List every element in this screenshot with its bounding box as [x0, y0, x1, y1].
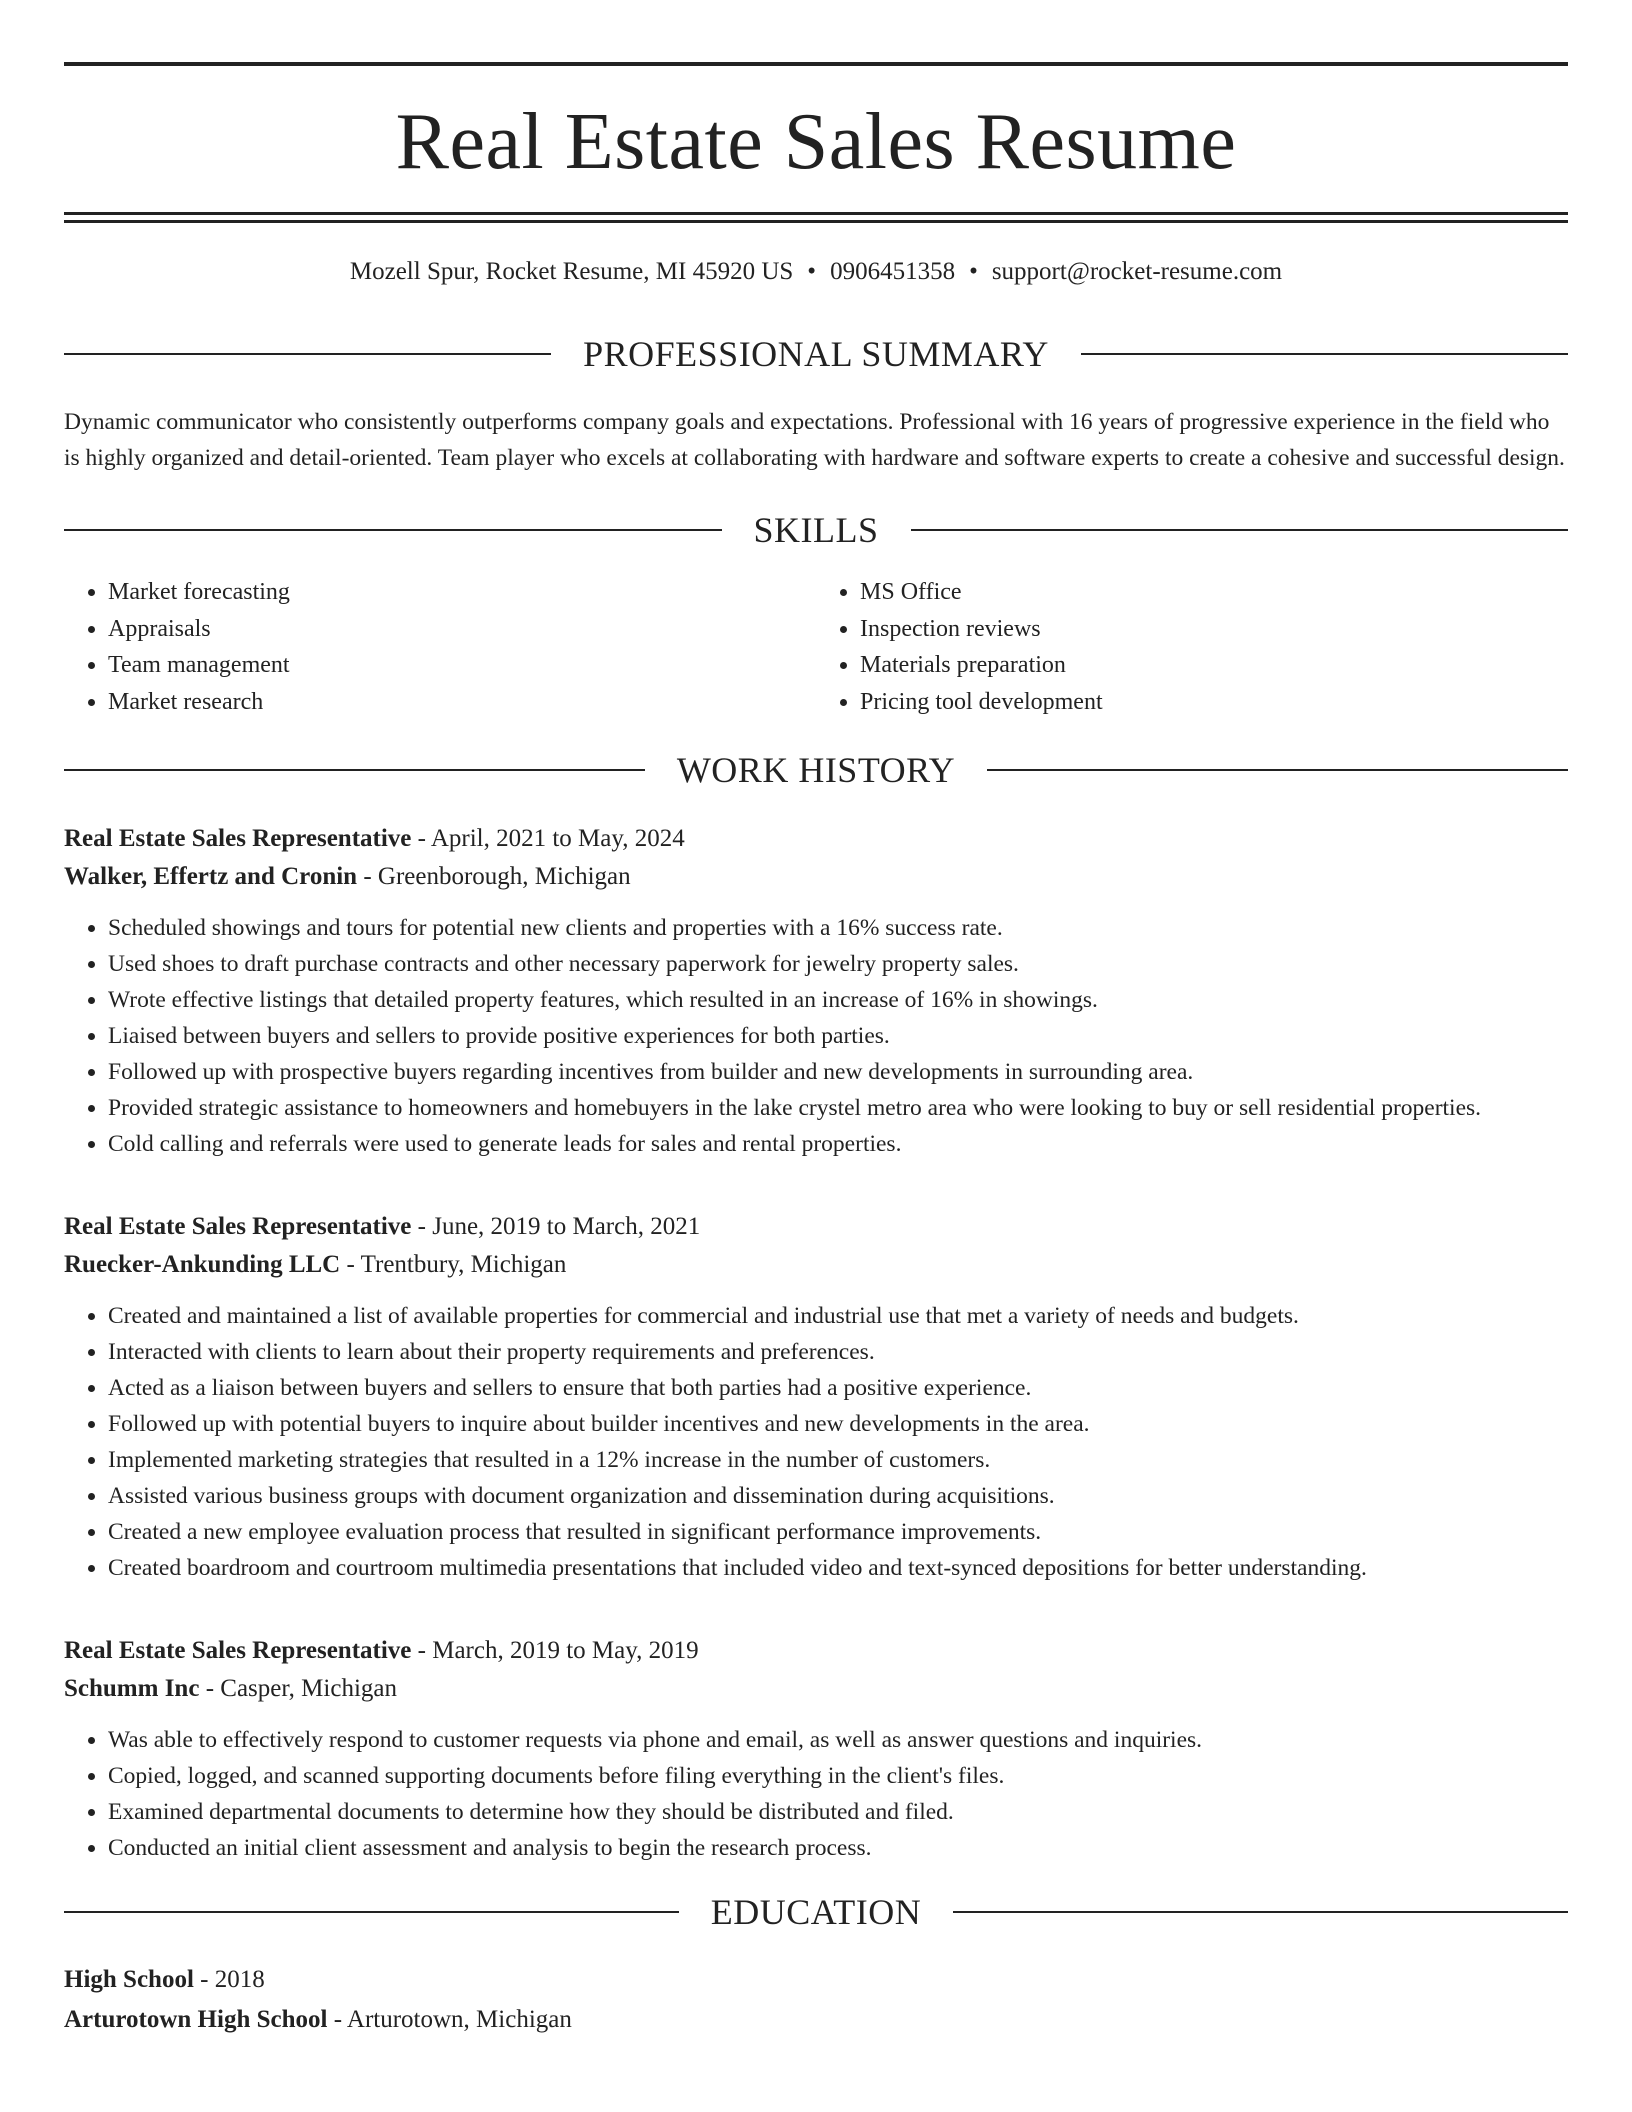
- education-year: - 2018: [193, 1966, 265, 1993]
- job-bullet: • Created a new employee evaluation process that resulted in significant performance improvements.: [108, 1514, 1568, 1550]
- job-dates: - April, 2021 to May, 2024: [411, 825, 685, 852]
- skill-item: • Market research: [108, 684, 816, 721]
- job-bullet: • Used shoes to draft purchase contracts and other necessary paperwork for jewelry property sales.: [108, 946, 1568, 982]
- job-bullet: • Created boardroom and courtroom multimedia presentations that included video and text-synced depositions for better understanding.: [108, 1550, 1568, 1586]
- heading-rule: [1081, 353, 1568, 355]
- job-bullet: • Implemented marketing strategies that resulted in a 12% increase in the number of customers.: [108, 1442, 1568, 1478]
- skill-item: • Inspection reviews: [860, 611, 1568, 648]
- job-bullet: • Followed up with potential buyers to inquire about builder incentives and new developments in the area.: [108, 1406, 1568, 1442]
- job-bullet: • Copied, logged, and scanned supporting documents before filing everything in the client's files.: [108, 1758, 1568, 1794]
- job-bullets: [64, 1298, 1568, 1586]
- job-entry: [64, 1632, 1568, 1866]
- skill-item: • Appraisals: [108, 611, 816, 648]
- resume-title: Real Estate Sales Resume: [395, 98, 1237, 186]
- heading-rule: [64, 529, 722, 531]
- job-bullet: • Acted as a liaison between buyers and sellers to ensure that both parties had a positive experience.: [108, 1370, 1568, 1406]
- job-company: Schumm Inc: [64, 1675, 200, 1702]
- education-school: Arturotown High School: [64, 2006, 328, 2033]
- skill-item: • MS Office: [860, 574, 1568, 611]
- title-double-rule: [64, 212, 1568, 223]
- contact-separator: •: [969, 258, 978, 285]
- section-heading-work-history: [64, 752, 1568, 788]
- job-company: Ruecker-Ankunding LLC: [64, 1251, 341, 1278]
- heading-rule: [64, 1911, 679, 1913]
- contact-email: support@rocket-resume.com: [991, 258, 1283, 285]
- heading-rule: [64, 353, 551, 355]
- contact-line: [64, 259, 1568, 284]
- section-heading-education: [64, 1894, 1568, 1930]
- job-bullet: • Followed up with prospective buyers regarding incentives from builder and new developments in surrounding area.: [108, 1054, 1568, 1090]
- heading-rule: [911, 529, 1569, 531]
- job-bullet: • Examined departmental documents to determine how they should be distributed and filed.: [108, 1794, 1568, 1830]
- section-heading-skills: [64, 512, 1568, 548]
- job-title: Real Estate Sales Representative: [64, 1637, 412, 1664]
- job-bullets: [64, 910, 1568, 1162]
- job-bullet: • Wrote effective listings that detailed property features, which resulted in an increase of 16% in showings.: [108, 982, 1568, 1018]
- job-bullet: • Conducted an initial client assessment and analysis to begin the research process.: [108, 1830, 1568, 1866]
- job-company-line: [64, 1246, 1568, 1284]
- section-title: PROFESSIONAL SUMMARY: [583, 334, 1049, 374]
- skills-column-left: [64, 574, 816, 720]
- job-bullet: • Liaised between buyers and sellers to provide positive experiences for both parties.: [108, 1018, 1568, 1054]
- education-degree-line: [64, 1960, 1568, 2000]
- job-company-line: [64, 858, 1568, 896]
- job-bullet: • Was able to effectively respond to customer requests via phone and email, as well as answer questions and inquiries.: [108, 1722, 1568, 1758]
- job-title-line: [64, 1208, 1568, 1246]
- education-entry: [64, 1960, 1568, 2040]
- summary-text: Dynamic communicator who consistently outperforms company goals and expectations. Professional with 16 years of progressive experience in the field who is highly organized and detail-oriented. Team player who excels at collaborating with hardware and software experts to create a cohesive and successful design.: [64, 409, 1565, 471]
- job-bullet: • Cold calling and referrals were used to generate leads for sales and rental properties.: [108, 1126, 1568, 1162]
- job-title: Real Estate Sales Representative: [64, 1213, 412, 1240]
- skills-list: [64, 574, 1568, 720]
- job-dates: - June, 2019 to March, 2021: [411, 1213, 701, 1240]
- job-location: - Trentbury, Michigan: [340, 1251, 567, 1278]
- job-dates: - March, 2019 to May, 2019: [411, 1637, 699, 1664]
- job-location: - Greenborough, Michigan: [357, 863, 631, 890]
- section-title: SKILLS: [753, 510, 879, 550]
- job-company: Walker, Effertz and Cronin: [64, 863, 358, 890]
- job-bullets: [64, 1722, 1568, 1866]
- job-title-line: [64, 1632, 1568, 1670]
- skills-column-right: [816, 574, 1568, 720]
- job-entry: [64, 1208, 1568, 1586]
- heading-rule: [953, 1911, 1568, 1913]
- heading-rule: [987, 769, 1568, 771]
- job-bullet: • Assisted various business groups with document organization and dissemination during acquisitions.: [108, 1478, 1568, 1514]
- heading-rule: [64, 769, 645, 771]
- education-location: - Arturotown, Michigan: [327, 2006, 572, 2033]
- skill-item: • Materials preparation: [860, 647, 1568, 684]
- job-title-line: [64, 820, 1568, 858]
- job-bullet: • Interacted with clients to learn about their property requirements and preferences.: [108, 1334, 1568, 1370]
- skill-item: • Pricing tool development: [860, 684, 1568, 721]
- contact-address: Mozell Spur, Rocket Resume, MI 45920 US: [349, 258, 794, 285]
- job-bullet: • Created and maintained a list of available properties for commercial and industrial use that met a variety of needs and budgets.: [108, 1298, 1568, 1334]
- skill-item: • Market forecasting: [108, 574, 816, 611]
- job-location: - Casper, Michigan: [199, 1675, 397, 1702]
- contact-separator: •: [807, 258, 817, 285]
- job-company-line: [64, 1670, 1568, 1708]
- top-rule: [64, 62, 1568, 66]
- section-heading-summary: [64, 336, 1568, 372]
- job-entry: [64, 820, 1568, 1162]
- job-bullet: • Scheduled showings and tours for potential new clients and properties with a 16% success rate.: [108, 910, 1568, 946]
- job-bullet: • Provided strategic assistance to homeowners and homebuyers in the lake crystel metro area who were looking to buy or sell residential properties.: [108, 1090, 1568, 1126]
- section-title: WORK HISTORY: [676, 750, 956, 790]
- skill-item: • Team management: [108, 647, 816, 684]
- education-degree: High School: [64, 1966, 194, 1993]
- education-school-line: [64, 2000, 1568, 2040]
- job-title: Real Estate Sales Representative: [64, 825, 412, 852]
- contact-phone: 0906451358: [830, 258, 956, 285]
- section-title: EDUCATION: [710, 1892, 922, 1932]
